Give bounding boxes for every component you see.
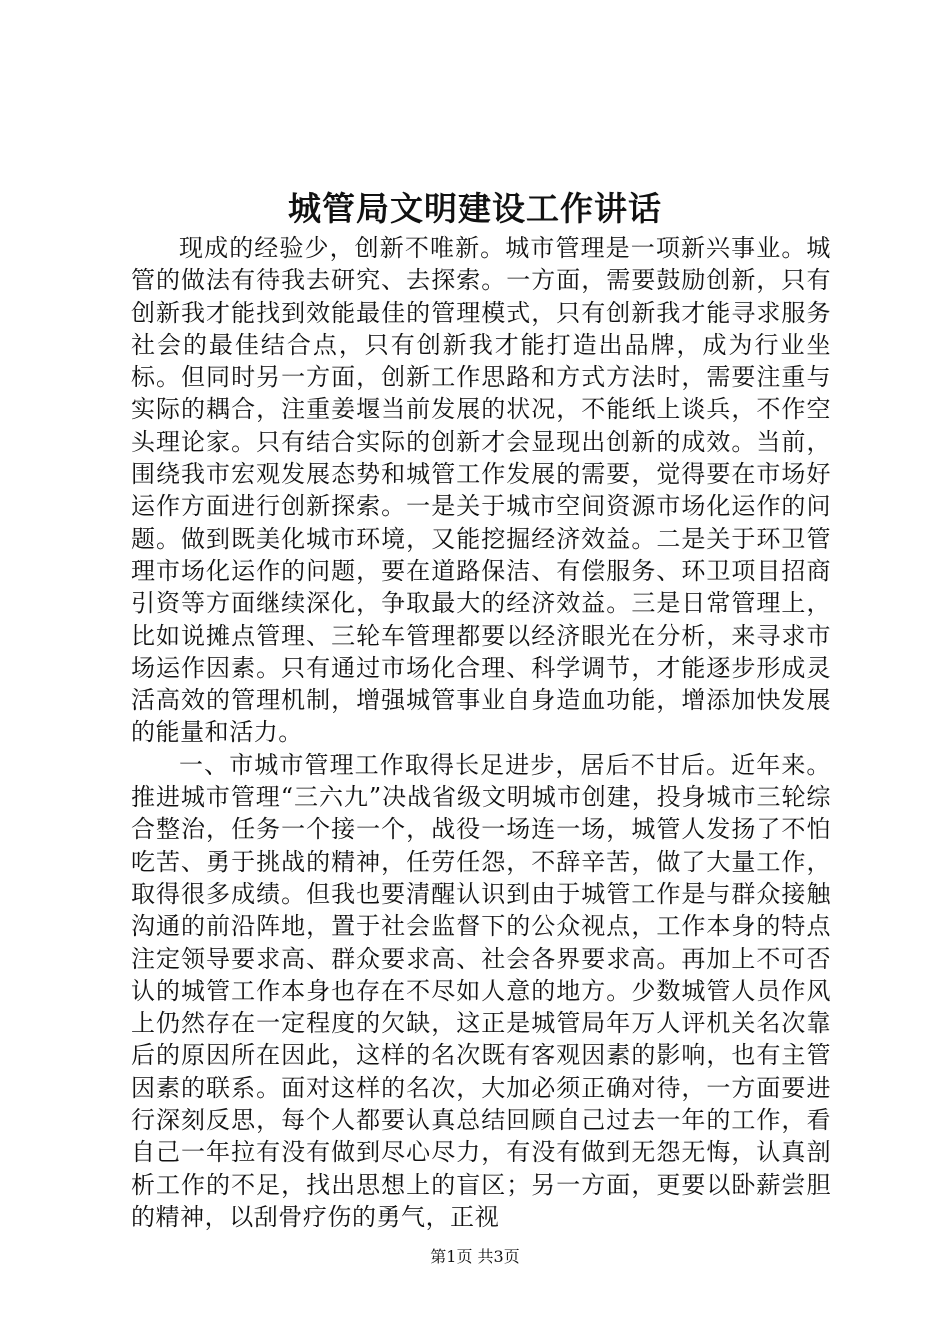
document-body [131,232,831,1233]
page-number-footer: 第1页 共3页 [430,1247,520,1266]
document-title: 城管局文明建设工作讲话 [288,189,662,228]
paragraph: 现成的经验少，创新不唯新。城市管理是一项新兴事业。城管的做法有待我去研究、去探索。一方面，需要鼓励创新，只有创新我才能找到效能最佳的管理模式，只有创新我才能寻求服务社会的最佳结合点，只有创新我才能打造出品牌，成为行业坐标。但同时另一方面，创新工作思路和方式方法时，需要注重与实际的耦合，注重姜堰当前发展的状况，不能纸上谈兵，不作空头理论家。只有结合实际的创新才会显现出创新的成效。当前，围绕我市宏观发展态势和城管工作发展的需要，觉得要在市场好运作方面进行创新探索。一是关于城市空间资源市场化运作的问题。做到既美化城市环境，又能挖掘经济效益。二是关于环卫管理市场化运作的问题，要在道路保洁、有偿服务、环卫项目招商引资等方面继续深化，争取最大的经济效益。三是日常管理上，比如说摊点管理、三轮车管理都要以经济眼光在分析，来寻求市场运作因素。只有通过市场化合理、科学调节，才能逐步形成灵活高效的管理机制，增强城管事业自身造血功能，增添加快发展的能量和活力。 [131,234,831,747]
paragraph: 一、市城市管理工作取得长足进步，居后不甘后。近年来。推进城市管理“三六九”决战省级文明城市创建，投身城市三轮综合整治，任务一个接一个，战役一场连一场，城管人发扬了不怕吃苦、勇于挑战的精神，任劳任怨，不辞辛苦，做了大量工作，取得很多成绩。但我也要清醒认识到由于城管工作是与群众接触沟通的前沿阵地，置于社会监督下的公众视点，工作本身的特点注定领导要求高、群众要求高、社会各界要求高。再加上不可否认的城管工作本身也存在不尽如人意的地方。少数城管人员作风上仍然存在一定程度的欠缺，这正是城管局年万人评机关名次靠后的原因所在因此，这样的名次既有客观因素的影响，也有主管因素的联系。面对这样的名次，大加必须正确对待，一方面要进行深刻反思，每个人都要认真总结回顾自己过去一年的工作，看自己一年拉有没有做到尽心尽力，有没有做到无怨无悔，认真剖析工作的不足，找出思想上的盲区；另一方面，更要以卧薪尝胆的精神，以刮骨疗伤的勇气，正视 [131,750,831,1231]
